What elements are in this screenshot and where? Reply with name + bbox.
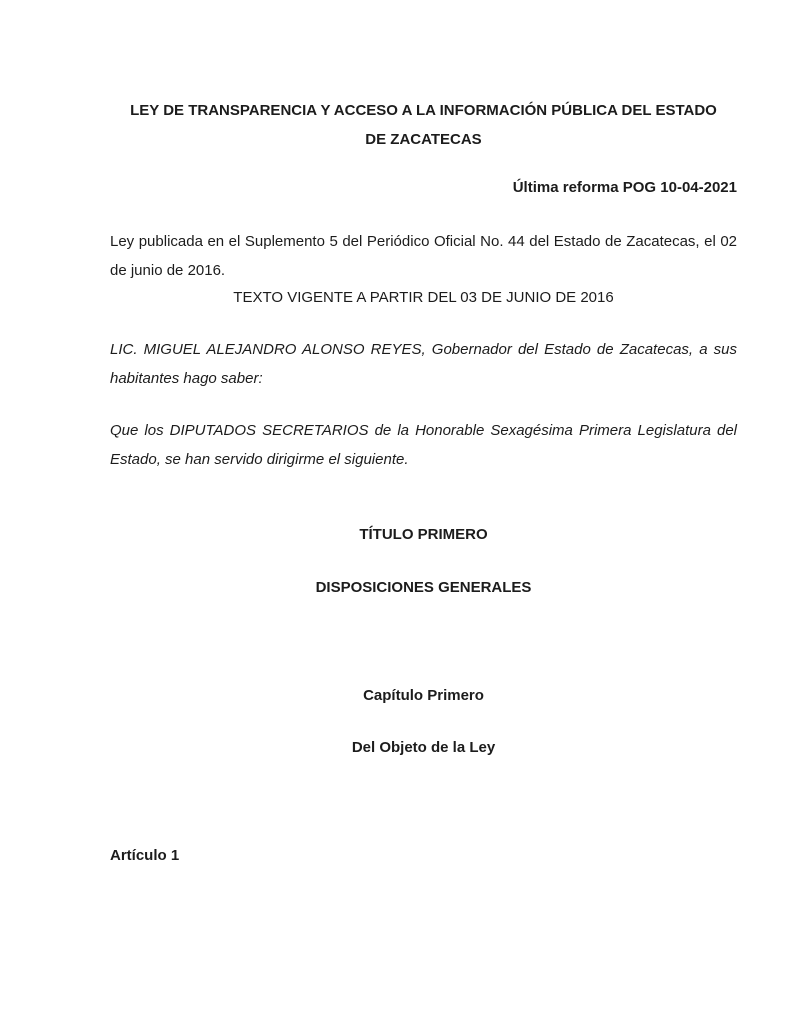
- publication-paragraph: Ley publicada en el Suplemento 5 del Periódico Oficial No. 44 del Estado de Zacatecas, el 02 de junio de 2016.: [110, 233, 737, 279]
- heading-disposiciones-generales: DISPOSICIONES GENERALES: [315, 579, 532, 596]
- heading-titulo-primero: TÍTULO PRIMERO: [359, 526, 488, 543]
- article-1-label: Artículo 1: [110, 847, 180, 864]
- governor-statement-paragraph: LIC. MIGUEL ALEJANDRO ALONSO REYES, Gobernador del Estado de Zacatecas, a sus habitantes hago saber:: [110, 341, 737, 387]
- last-reform-note: Última reforma POG 10-04-2021: [512, 179, 737, 196]
- legislature-statement-paragraph: Que los DIPUTADOS SECRETARIOS de la Honorable Sexagésima Primera Legislatura del Estado, se han servido dirigirme el siguiente.: [110, 422, 737, 468]
- document-title-line-1: LEY DE TRANSPARENCIA Y ACCESO A LA INFORMACIÓN PÚBLICA DEL ESTADO: [130, 102, 717, 119]
- heading-del-objeto-de-la-ley: Del Objeto de la Ley: [351, 739, 496, 756]
- document-title-line-2: DE ZACATECAS: [365, 131, 482, 148]
- heading-capitulo-primero: Capítulo Primero: [363, 687, 484, 704]
- document-title: [110, 96, 737, 154]
- effective-date-line: TEXTO VIGENTE A PARTIR DEL 03 DE JUNIO DE 2016: [233, 289, 614, 306]
